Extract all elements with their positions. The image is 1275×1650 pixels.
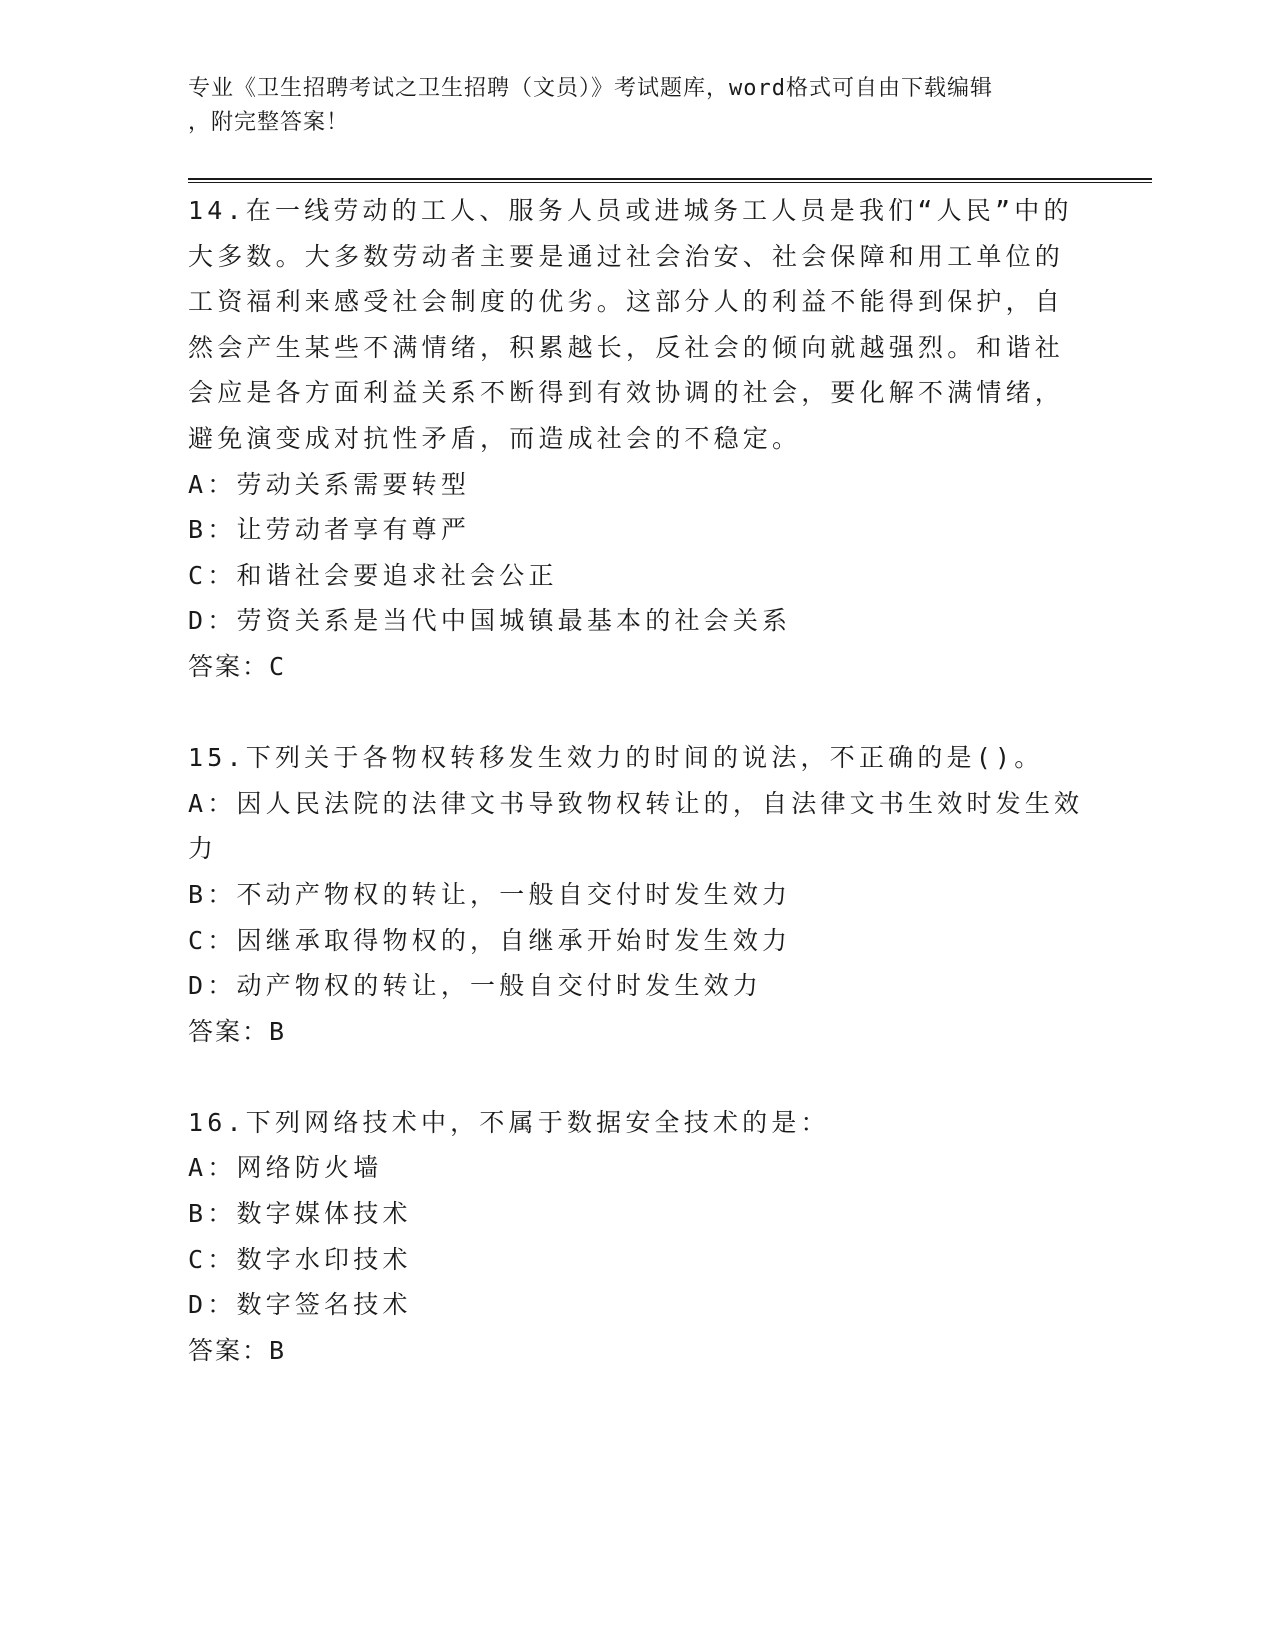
question-16 bbox=[188, 1100, 1088, 1374]
question-stem: 16.下列网络技术中，不属于数据安全技术的是： bbox=[188, 1107, 830, 1137]
answer: 答案：B bbox=[188, 1016, 287, 1046]
option-b: B：不动产物权的转让，一般自交付时发生效力 bbox=[188, 879, 792, 909]
option-b: B：让劳动者享有尊严 bbox=[188, 515, 471, 545]
option-b: B：数字媒体技术 bbox=[188, 1199, 412, 1229]
option-a: A：劳动关系需要转型 bbox=[188, 469, 471, 499]
document-header bbox=[188, 72, 1088, 140]
question-14 bbox=[188, 188, 1088, 690]
question-list bbox=[188, 188, 1088, 1373]
option-a: A：因人民法院的法律文书导致物权转让的，自法律文书生效时发生效力 bbox=[188, 788, 1084, 864]
header-line-1: 专业《卫生招聘考试之卫生招聘（文员）》考试题库，word格式可自由下载编辑 bbox=[188, 76, 993, 101]
question-15 bbox=[188, 735, 1088, 1054]
option-d: D：动产物权的转让，一般自交付时发生效力 bbox=[188, 971, 763, 1001]
header-divider bbox=[188, 178, 1152, 183]
option-a: A：网络防火墙 bbox=[188, 1153, 383, 1183]
header-line-2: ，附完整答案！ bbox=[188, 110, 350, 135]
option-c: C：因继承取得物权的，自继承开始时发生效力 bbox=[188, 925, 792, 955]
answer: 答案：C bbox=[188, 651, 287, 681]
option-d: D：数字签名技术 bbox=[188, 1290, 412, 1320]
question-spacer bbox=[188, 690, 1088, 736]
option-c: C：数字水印技术 bbox=[188, 1244, 412, 1274]
option-d: D：劳资关系是当代中国城镇最基本的社会关系 bbox=[188, 606, 792, 636]
question-stem: 15.下列关于各物权转移发生效力的时间的说法，不正确的是()。 bbox=[188, 743, 1044, 773]
question-spacer bbox=[188, 1054, 1088, 1100]
answer: 答案：B bbox=[188, 1335, 287, 1365]
option-c: C：和谐社会要追求社会公正 bbox=[188, 560, 558, 590]
question-stem: 14.在一线劳动的工人、服务人员或进城务工人员是我们“人民”中的大多数。大多数劳动者主要是通过社会治安、社会保障和用工单位的工资福利来感受社会制度的优劣。这部分人的利益不能得到保护，自然会产生某些不满情绪，积累越长，反社会的倾向就越强烈。和谐社会应是各方面利益关系不断得到有效协调的社会，要化解不满情绪，避免演变成对抗性矛盾，而造成社会的不稳定。 bbox=[188, 196, 1073, 453]
